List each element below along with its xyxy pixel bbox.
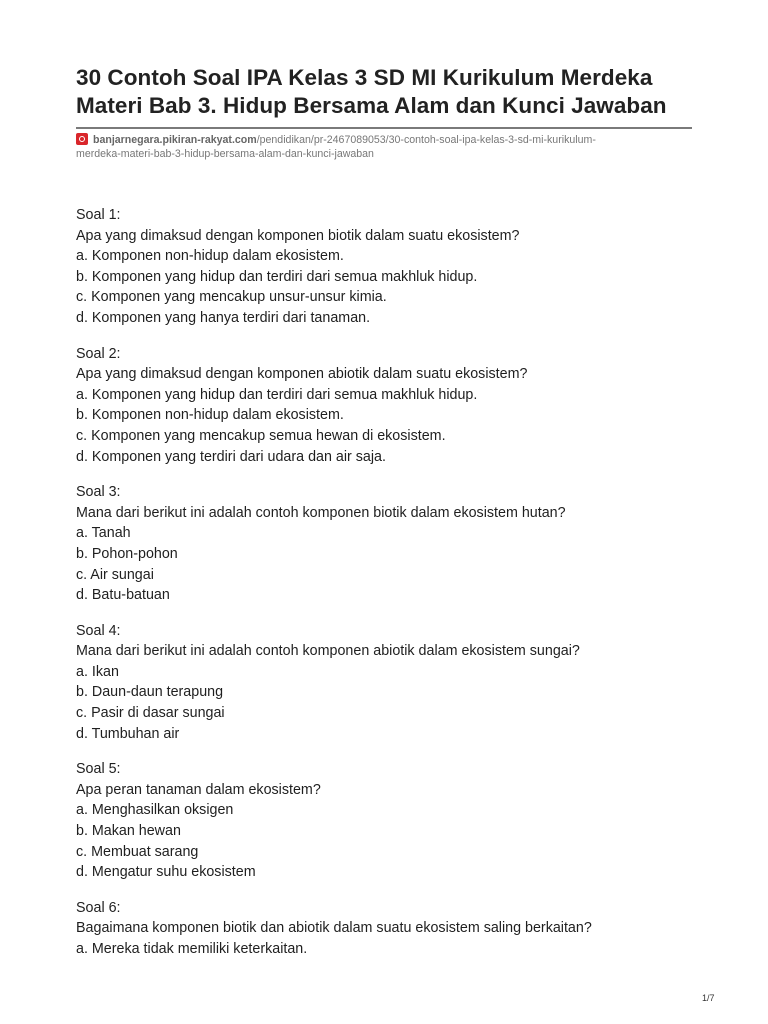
question-text: Apa yang dimaksud dengan komponen biotik dalam suatu ekosistem?	[76, 227, 520, 244]
question-label: Soal 6:	[76, 899, 121, 916]
answer-option: b. Komponen non-hidup dalam ekosistem.	[76, 407, 344, 424]
question-text: Mana dari berikut ini adalah contoh komponen biotik dalam ekosistem hutan?	[76, 504, 566, 521]
title-line-2: Materi Bab 3. Hidup Bersama Alam dan Kunci Jawaban	[76, 93, 667, 118]
question-label: Soal 5:	[76, 761, 121, 778]
question-label: Soal 2:	[76, 345, 121, 362]
answer-option: d. Mengatur suhu ekosistem	[76, 864, 256, 881]
answer-option: b. Komponen yang hidup dan terdiri dari semua makhluk hidup.	[76, 268, 478, 285]
question-label: Soal 1:	[76, 207, 121, 223]
answer-option: d. Tumbuhan air	[76, 725, 180, 742]
answer-option: a. Komponen yang hidup dan terdiri dari semua makhluk hidup.	[76, 386, 478, 403]
page-number: 1/7	[702, 993, 715, 1003]
question-block	[76, 898, 716, 960]
answer-option: b. Pohon-pohon	[76, 545, 178, 562]
title-divider	[76, 127, 692, 129]
answer-option: a. Mereka tidak memiliki keterkaitan.	[76, 941, 308, 957]
answer-option: d. Komponen yang hanya terdiri dari tanaman.	[76, 309, 371, 326]
question-block	[76, 482, 716, 606]
question-block	[76, 344, 716, 468]
answer-option: d. Batu-batuan	[76, 587, 170, 604]
source-domain[interactable]: banjarnegara.pikiran-rakyat.com	[93, 134, 257, 146]
answer-option: c. Pasir di dasar sungai	[76, 705, 225, 722]
answer-option: a. Komponen non-hidup dalam ekosistem.	[76, 248, 344, 265]
answer-option: a. Menghasilkan oksigen	[76, 802, 234, 819]
answer-option: c. Membuat sarang	[76, 843, 199, 860]
question-block	[76, 759, 716, 883]
question-block	[76, 621, 716, 745]
answer-option: c. Komponen yang mencakup semua hewan di ekosistem.	[76, 427, 446, 444]
answer-option: a. Ikan	[76, 663, 119, 680]
source-url[interactable]	[76, 133, 696, 161]
question-text: Mana dari berikut ini adalah contoh komponen abiotik dalam ekosistem sungai?	[76, 643, 580, 660]
title-line-1: 30 Contoh Soal IPA Kelas 3 SD MI Kurikulum Merdeka	[76, 65, 653, 90]
site-favicon-icon	[76, 133, 88, 145]
question-label: Soal 4:	[76, 622, 121, 639]
source-path-line-2[interactable]: merdeka-materi-bab-3-hidup-bersama-alam-dan-kunci-jawaban	[76, 148, 374, 160]
question-block	[76, 205, 716, 329]
answer-option: c. Air sungai	[76, 566, 154, 583]
answer-option: c. Komponen yang mencakup unsur-unsur kimia.	[76, 289, 387, 306]
source-path-line-1[interactable]: /pendidikan/pr-2467089053/30-contoh-soal-ipa-kelas-3-sd-mi-kurikulum-	[256, 134, 596, 146]
question-text: Bagaimana komponen biotik dan abiotik dalam suatu ekosistem saling berkaitan?	[76, 920, 592, 937]
question-label: Soal 3:	[76, 484, 121, 501]
question-text: Apa peran tanaman dalam ekosistem?	[76, 781, 321, 798]
answer-option: b. Daun-daun terapung	[76, 684, 224, 701]
answer-option: b. Makan hewan	[76, 823, 181, 840]
question-list	[76, 205, 716, 975]
question-text: Apa yang dimaksud dengan komponen abiotik dalam suatu ekosistem?	[76, 366, 528, 383]
page-title	[76, 64, 716, 120]
answer-option: a. Tanah	[76, 525, 131, 542]
answer-option: d. Komponen yang terdiri dari udara dan air saja.	[76, 448, 386, 465]
